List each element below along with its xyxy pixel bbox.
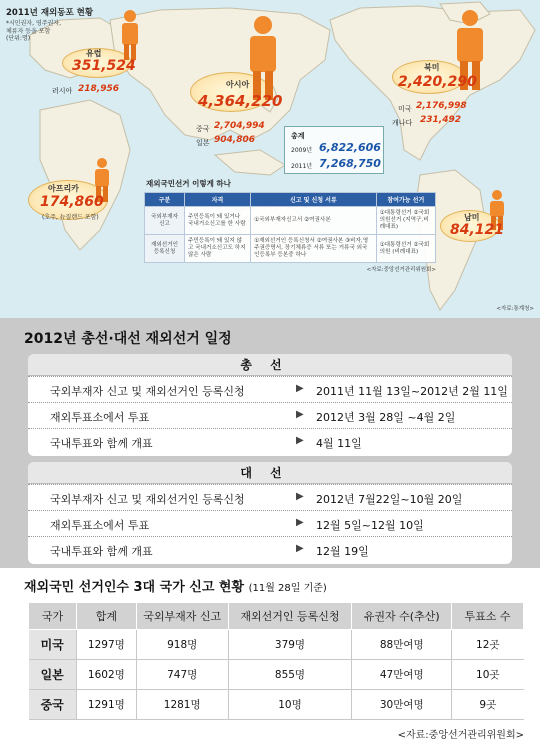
status-header: 투표소 수 — [452, 603, 524, 630]
canada-label: 캐나다 — [392, 119, 413, 127]
schedule-row — [28, 402, 512, 428]
arrow-icon: ▶ — [296, 517, 304, 528]
schedule-row — [28, 536, 512, 562]
table-cell: 10곳 — [452, 660, 524, 690]
schedule-row — [28, 510, 512, 536]
schedule-label: 국내투표와 함께 개표 — [50, 545, 153, 558]
arrow-icon: ▶ — [296, 383, 304, 394]
schedule-date: 12월 5일~12월 10일 — [316, 519, 424, 532]
table-cell: 1291명 — [76, 690, 136, 720]
schedule-date: 2011년 11월 13일~2012년 2월 11일 — [316, 385, 508, 398]
schedule-title: 2012년 총선·대선 재외선거 일정 — [24, 331, 232, 347]
russia-value: 218,956 — [78, 84, 119, 94]
total-year-2011: 2011년 — [291, 163, 313, 170]
status-title — [24, 576, 327, 595]
africa-note: (호주, 뉴질랜드 포함) — [42, 214, 99, 221]
table-cell: 47만여명 — [352, 660, 452, 690]
country-cell: 일본 — [29, 660, 77, 690]
schedule-date: 2012년 3월 28일 ~4월 2일 — [316, 411, 456, 424]
person-icon — [246, 16, 280, 100]
canada-value: 231,492 — [420, 115, 461, 125]
status-source: <자료:중앙선거관리위원회> — [397, 730, 524, 741]
schedule-row — [28, 428, 512, 454]
schedule-date: 2012년 7월22일~10월 20일 — [316, 493, 463, 506]
info-header: 구분 — [145, 193, 185, 207]
presidential-election-header: 대선 — [28, 462, 512, 484]
info-elections: ①대통령선거 ②국회의원 (비례대표) — [376, 235, 435, 263]
europe-value: 351,524 — [72, 58, 136, 74]
asia-label: 아시아 — [226, 80, 250, 89]
schedule-row — [28, 484, 512, 510]
general-election-header: 총선 — [28, 354, 512, 376]
africa-label: 아프리카 — [48, 184, 79, 193]
map-note: *시민권자, 영주권자, 체류자 등을 포함 (단위:명) — [6, 20, 62, 42]
table-cell: 1297명 — [76, 630, 136, 660]
schedule-label: 국외부재자 신고 및 재외선거인 등록신청 — [50, 385, 245, 398]
status-table — [28, 602, 524, 720]
table-cell: 9곳 — [452, 690, 524, 720]
info-source: <자료:중앙선거관리위원회> — [366, 267, 436, 273]
schedule-label: 재외투표소에서 투표 — [50, 411, 150, 424]
total-value-2009: 6,822,606 — [319, 141, 381, 154]
total-year-2009: 2009년 — [291, 147, 313, 154]
table-row — [29, 690, 524, 720]
china-value: 2,704,994 — [214, 121, 265, 131]
general-election-block — [28, 354, 512, 456]
japan-label: 일본 — [196, 139, 210, 147]
table-row — [145, 207, 436, 235]
country-cell: 중국 — [29, 690, 77, 720]
world-map-section — [0, 0, 540, 318]
status-header: 국가 — [29, 603, 77, 630]
table-cell: 1602명 — [76, 660, 136, 690]
schedule-label: 국외부재자 신고 및 재외선거인 등록신청 — [50, 493, 245, 506]
schedule-date: 12월 19일 — [316, 545, 369, 558]
asia-value: 4,364,220 — [198, 92, 283, 110]
map-title: 2011년 재외동포 현황 — [6, 8, 94, 18]
table-cell: 88만여명 — [352, 630, 452, 660]
schedule-row — [28, 376, 512, 402]
total-box — [284, 126, 384, 174]
japan-value: 904,806 — [214, 135, 255, 145]
status-title-text: 재외국민 선거인수 3대 국가 신고 현황 — [24, 580, 245, 595]
north-america-label: 북미 — [424, 63, 440, 72]
info-header: 참여가능 선거 — [376, 193, 435, 207]
table-cell: 747명 — [136, 660, 228, 690]
info-title: 재외국민선거 이렇게 하나 — [146, 179, 231, 188]
person-icon — [118, 10, 142, 60]
status-header: 국외부재자 신고 — [136, 603, 228, 630]
arrow-icon: ▶ — [296, 435, 304, 446]
usa-label: 미국 — [398, 105, 412, 113]
schedule-label: 국내투표와 함께 개표 — [50, 437, 153, 450]
country-cell: 미국 — [29, 630, 77, 660]
status-header: 합계 — [76, 603, 136, 630]
total-value-2011: 7,268,750 — [319, 157, 381, 170]
info-kind: 재외선거인 등록신청 — [145, 235, 185, 263]
info-qual: 주민등록이 돼 있지 않고 국내거소신고도 하지 않은 사람 — [185, 235, 251, 263]
north-america-value: 2,420,290 — [398, 74, 477, 90]
schedule-label: 재외투표소에서 투표 — [50, 519, 150, 532]
russia-label: 러시아 — [52, 87, 73, 95]
map-source: <자료:통계청> — [496, 306, 534, 312]
info-header: 신고 및 신청 서류 — [251, 193, 377, 207]
total-title: 총계 — [291, 132, 305, 140]
presidential-election-block — [28, 462, 512, 564]
info-elections: ①대통령선거 ②국회의원선거 (지역구,비례대표) — [376, 207, 435, 235]
registration-status-section — [0, 568, 540, 749]
status-subtitle: (11월 28일 기준) — [248, 583, 327, 594]
info-docs: ①국외부재자신고서 ②여권사본 — [251, 207, 377, 235]
table-row — [29, 660, 524, 690]
south-america-value: 84,121 — [450, 222, 505, 238]
table-cell: 10명 — [228, 690, 352, 720]
table-cell: 379명 — [228, 630, 352, 660]
status-header: 재외선거인 등록신청 — [228, 603, 352, 630]
schedule-date: 4월 11일 — [316, 437, 362, 450]
china-label: 중국 — [196, 125, 210, 133]
south-america-label: 남미 — [464, 213, 480, 222]
europe-label: 유럽 — [86, 49, 102, 58]
arrow-icon: ▶ — [296, 543, 304, 554]
arrow-icon: ▶ — [296, 409, 304, 420]
africa-value: 174,860 — [40, 194, 104, 210]
status-header: 유권자 수(추산) — [352, 603, 452, 630]
arrow-icon: ▶ — [296, 491, 304, 502]
usa-value: 2,176,998 — [416, 101, 467, 111]
table-cell: 12곳 — [452, 630, 524, 660]
overseas-voting-info — [144, 178, 436, 306]
table-row — [29, 630, 524, 660]
info-table — [144, 192, 436, 263]
table-cell: 855명 — [228, 660, 352, 690]
election-schedule-section — [0, 318, 540, 568]
info-kind: 국외부재자 신고 — [145, 207, 185, 235]
info-header: 자격 — [185, 193, 251, 207]
table-cell: 918명 — [136, 630, 228, 660]
info-qual: 주민등록이 돼 있거나 국내거소신고를 한 사람 — [185, 207, 251, 235]
table-cell: 30만여명 — [352, 690, 452, 720]
table-row — [145, 235, 436, 263]
info-docs: ①재외선거인 등록신청서 ②여권사본 ③비자,영주권증명서, 장기체류증 서류 또는 거류국 외국인등록부 등본중 하나 — [251, 235, 377, 263]
table-cell: 1281명 — [136, 690, 228, 720]
